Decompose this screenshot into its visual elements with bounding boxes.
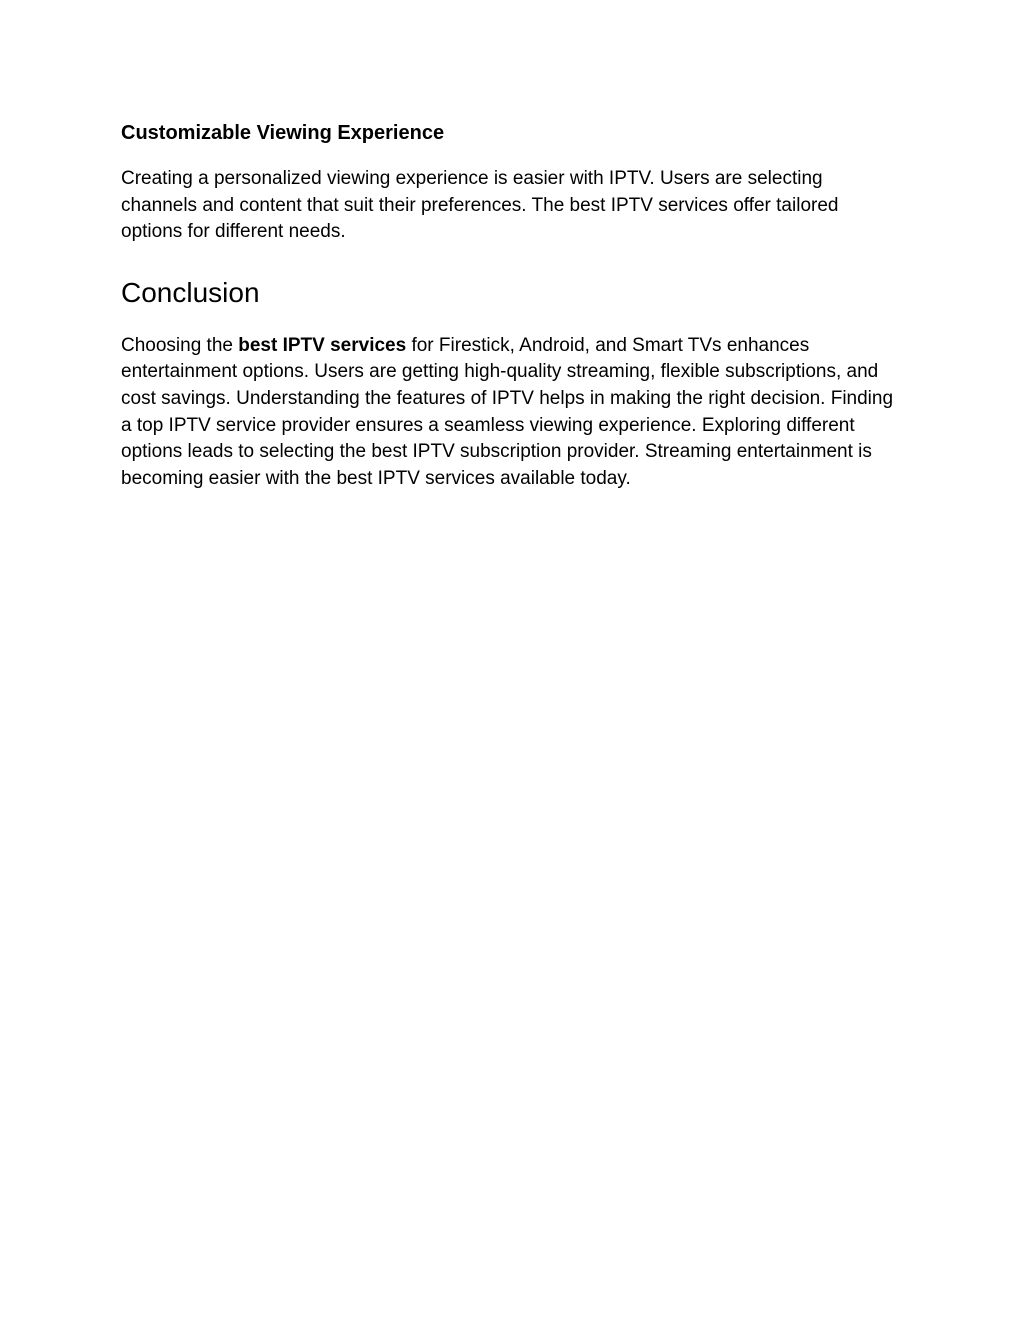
section-heading-conclusion: Conclusion [121,276,260,308]
section-heading-customizable-viewing: Customizable Viewing Experience [121,122,445,144]
conclusion-text-body: for Firestick, Android, and Smart TVs enhances entertainment options. Users are getting high-quality streaming, flexible subscriptions, and cost savings. Understanding the features of IPTV helps in making the right decision. Finding a top IPTV service provider ensures a seamless viewing experience. Exploring different options leads to selecting the best IPTV subscription provider. Streaming entertainment is becoming easier with the best IPTV services available today. [121,334,894,489]
document-page [121,118,896,492]
section-paragraph-customizable-viewing: Creating a personalized viewing experience is easier with IPTV. Users are selecting channels and content that suit their preferences. The best IPTV services offer tailored options for different needs. [121,168,839,243]
conclusion-text-intro: Choosing the [121,334,239,356]
section-paragraph-conclusion [121,333,896,493]
conclusion-text-bold-keyword: best IPTV services [238,334,407,356]
